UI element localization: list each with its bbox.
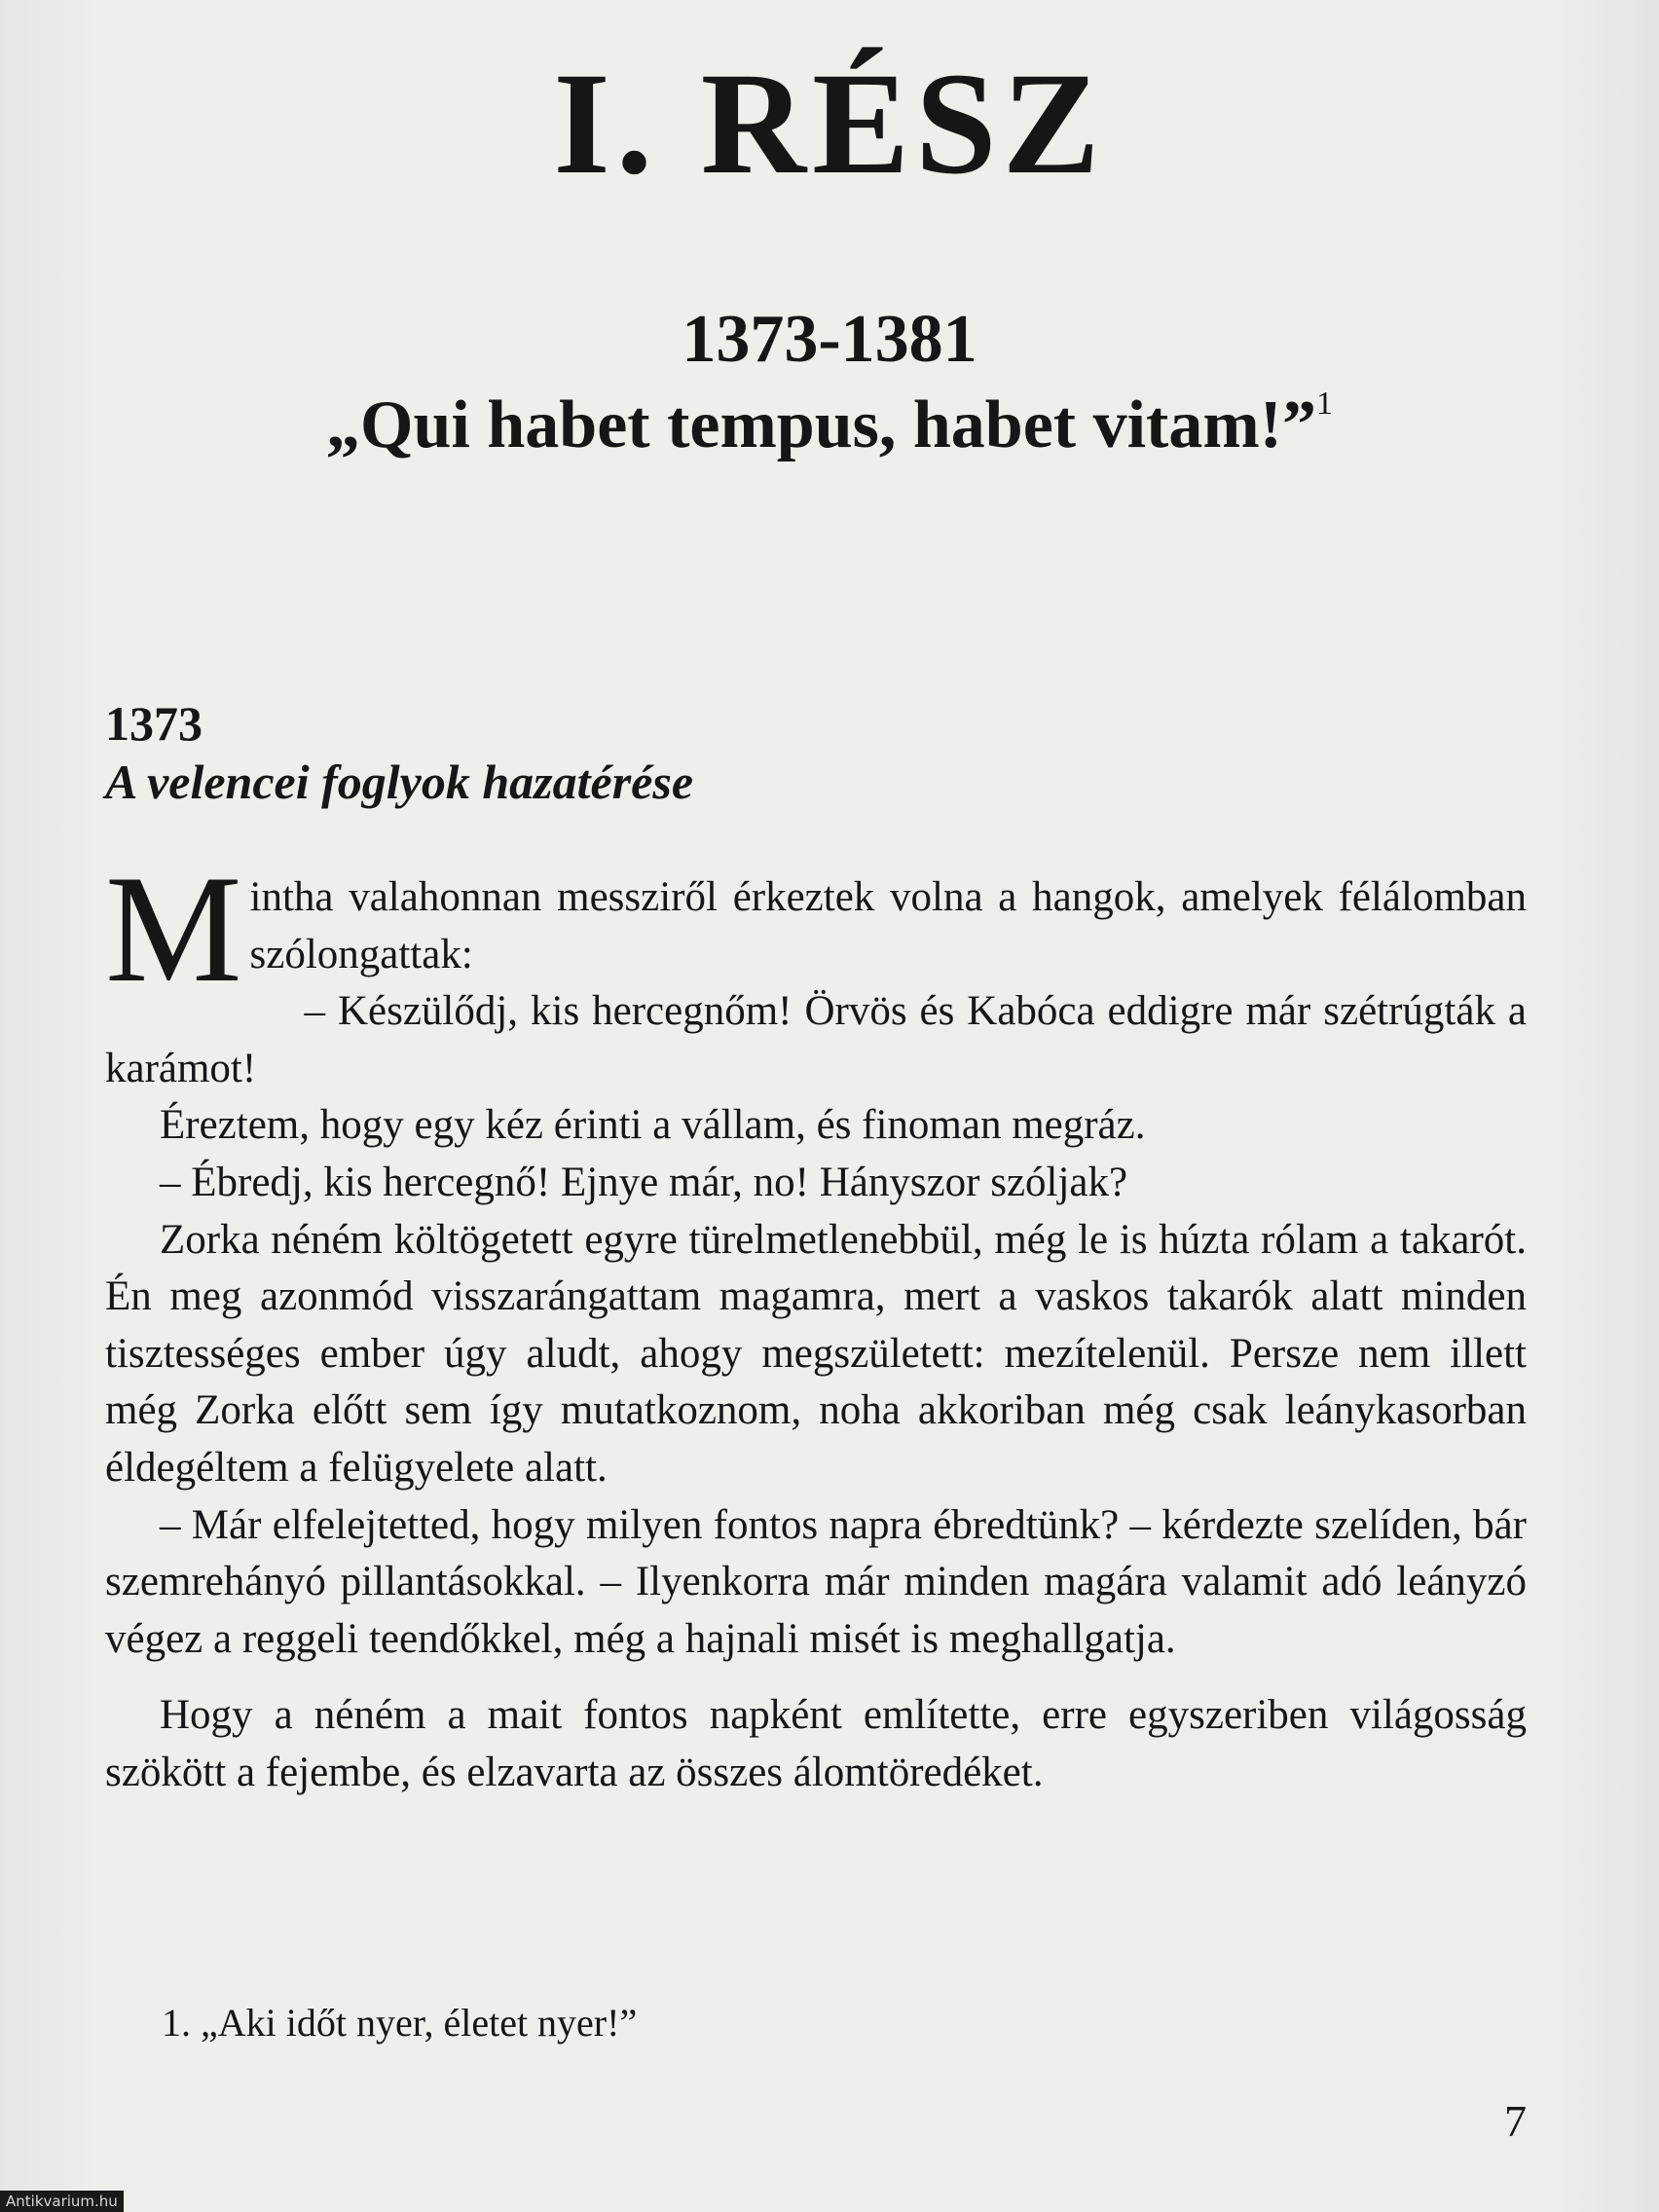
paragraph-text: intha valahonnan messziről érkeztek volna a hangok, amelyek félálomban szólongattak:	[249, 874, 1527, 977]
paragraph: Hogy a néném a mait fontos napként említette, erre egyszeriben világosság szökött a fejembe, és elzavarta az összes álomtöredéket.	[105, 1692, 1527, 1795]
paragraph: – Ébredj, kis hercegnő! Ejnye már, no! Hányszor szóljak?	[160, 1159, 1128, 1205]
paragraph	[105, 844, 1527, 1014]
drop-cap: M	[105, 844, 242, 1014]
watermark-label: Antikvarium.hu	[0, 2191, 124, 2212]
page-number: 7	[1504, 2096, 1527, 2146]
footnote: 1. „Aki időt nyer, életet nyer!”	[162, 2001, 638, 2045]
chapter-title: A velencei foglyok hazatérése	[105, 755, 694, 809]
paragraph: Zorka néném költögetett egyre türelmetlenebbül, még le is húzta rólam a takarót. Én meg azonmód visszarángattam magamra, mert a vaskos takarók alatt minden tisztességes ember úgy aludt, ahogy megszületett: mezítelenül. Persze nem illett még Zorka előtt sem így mutatkoznom, noha akkoriban még csak leánykasorban éldegéltem a felügyelete alatt.	[105, 1216, 1527, 1491]
part-years: 1373-1381	[682, 302, 977, 377]
paragraph: – Készülődj, kis hercegnőm! Örvös és Kabóca eddigre már szétrúgták a karámot!	[105, 988, 1527, 1091]
footnote-mark: 1	[1315, 386, 1333, 422]
chapter-year: 1373	[105, 696, 203, 751]
paragraph: – Már elfelejtetted, hogy milyen fontos napra ébredtünk? – kérdezte szelíden, bár szemrehányó pillantásokkal. – Ilyenkorra már minden magára valamit adó leányzó végez a reggeli teendőkkel, még a hajnali misét is meghallgatja.	[105, 1501, 1527, 1662]
part-title: I. RÉSZ	[553, 43, 1106, 204]
motto	[0, 386, 1659, 462]
paragraph: Éreztem, hogy egy kéz érinti a vállam, és finoman megráz.	[160, 1102, 1146, 1149]
motto-text: „Qui habet tempus, habet vitam!”	[326, 387, 1316, 462]
body-text	[105, 844, 1527, 1802]
